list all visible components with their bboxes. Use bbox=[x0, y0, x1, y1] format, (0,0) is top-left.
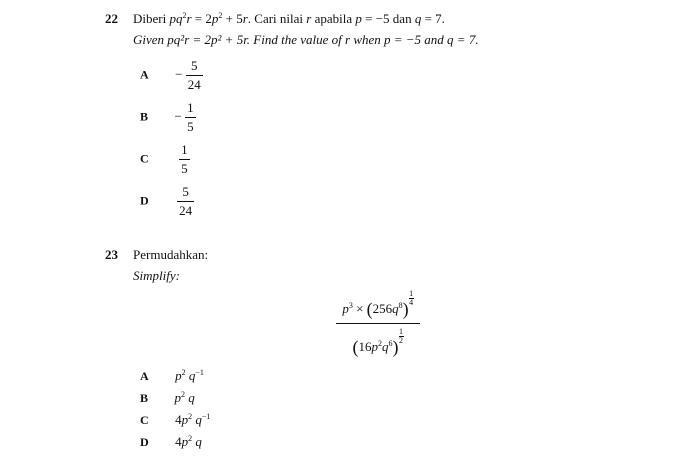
option-var-q: q bbox=[195, 412, 202, 427]
option-label: C bbox=[140, 151, 149, 166]
q23-malay-text: Permudahkan: bbox=[133, 247, 209, 262]
option-label: C bbox=[140, 413, 149, 427]
expr-paren: ) bbox=[402, 299, 409, 319]
option-var-p: p bbox=[175, 368, 182, 383]
exponent-denominator: 2 bbox=[399, 336, 403, 345]
option-var-p: p bbox=[174, 390, 182, 405]
fraction-numerator: 1 bbox=[181, 142, 188, 157]
q22-exp: 2 bbox=[218, 11, 223, 20]
fraction-bar bbox=[177, 201, 194, 202]
q22-option-d[interactable] bbox=[140, 184, 194, 219]
q22-var: p bbox=[211, 11, 219, 26]
option-fraction bbox=[179, 142, 190, 177]
option-exp: 2 bbox=[181, 368, 186, 377]
q23-option-a[interactable] bbox=[140, 368, 204, 384]
q23-option-c[interactable] bbox=[140, 412, 210, 428]
expr-var: p bbox=[342, 301, 349, 316]
fraction-bar bbox=[179, 159, 190, 160]
q22-option-a[interactable] bbox=[140, 58, 203, 93]
expr-var: q bbox=[382, 339, 389, 354]
option-var-p: p bbox=[181, 412, 189, 427]
fraction-denominator: 24 bbox=[187, 77, 201, 92]
option-coef: 4 bbox=[175, 412, 182, 427]
expr-var: q bbox=[392, 301, 399, 316]
option-exp: −1 bbox=[201, 412, 211, 421]
exponent-numerator: 1 bbox=[409, 289, 414, 298]
q22-var: r bbox=[242, 11, 248, 26]
exponent-denominator: 4 bbox=[409, 298, 414, 307]
fraction-numerator: 5 bbox=[182, 184, 189, 199]
option-label: D bbox=[140, 435, 149, 449]
q22-option-b[interactable] bbox=[140, 100, 196, 135]
fraction-denominator: 24 bbox=[179, 203, 193, 218]
option-sign: − bbox=[174, 108, 182, 124]
q22-var: r bbox=[306, 11, 312, 26]
option-sign: − bbox=[175, 66, 183, 82]
option-coef: 4 bbox=[175, 434, 182, 449]
fraction-denominator: 5 bbox=[181, 161, 188, 176]
fraction-bar bbox=[185, 117, 196, 118]
q22-malay-part: . Cari nilai bbox=[247, 11, 307, 26]
fraction-numerator: 1 bbox=[187, 100, 194, 115]
q22-malay-part: = −5 dan bbox=[361, 11, 415, 26]
option-label: A bbox=[140, 369, 149, 383]
option-label: A bbox=[140, 67, 149, 82]
option-var-p: p bbox=[181, 434, 189, 449]
q22-malay-part: + 5 bbox=[222, 11, 243, 26]
q22-number: 22 bbox=[105, 11, 118, 26]
expr-coef: 256 bbox=[372, 301, 393, 316]
q22-var: q bbox=[414, 11, 422, 26]
expr-paren: ( bbox=[366, 299, 373, 319]
q22-english-text: Given pq²r = 2p² + 5r. Find the value of r when p = −5 and q = 7. bbox=[133, 32, 479, 47]
option-var-q: q bbox=[188, 390, 195, 405]
exponent-numerator: 1 bbox=[399, 327, 403, 336]
q22-exp: 2 bbox=[182, 11, 187, 20]
q23-number: 23 bbox=[105, 247, 118, 262]
option-label: B bbox=[140, 109, 149, 124]
expression-fraction-bar bbox=[336, 323, 420, 324]
q22-var: pq bbox=[169, 11, 183, 26]
option-var-q: q bbox=[188, 368, 196, 383]
expr-exp: 6 bbox=[388, 339, 393, 348]
expression-denominator bbox=[336, 328, 420, 358]
fraction-numerator: 5 bbox=[191, 58, 198, 73]
q22-var: r bbox=[186, 11, 192, 26]
expr-var: p bbox=[371, 339, 378, 354]
expr-paren: ) bbox=[392, 337, 399, 357]
q22-malay-text bbox=[133, 11, 445, 27]
expression-numerator bbox=[336, 290, 420, 320]
option-label: D bbox=[140, 193, 149, 208]
q22-var: p bbox=[355, 11, 362, 26]
expr-exp: 3 bbox=[348, 301, 353, 310]
q22-malay-part: Diberi bbox=[133, 11, 170, 26]
q22-malay-part: = 2 bbox=[191, 11, 212, 26]
expr-den-exponent bbox=[399, 328, 404, 345]
option-fraction bbox=[177, 184, 194, 219]
q23-option-d[interactable] bbox=[140, 434, 202, 450]
fraction-denominator: 5 bbox=[187, 119, 194, 134]
q23-option-b[interactable] bbox=[140, 390, 195, 406]
q23-expression bbox=[336, 290, 420, 358]
option-exp: 2 bbox=[181, 390, 186, 399]
q22-malay-part: = 7. bbox=[421, 11, 445, 26]
option-exp: 2 bbox=[188, 412, 193, 421]
option-label: B bbox=[140, 391, 149, 405]
expr-exp: 8 bbox=[398, 301, 403, 310]
q22-malay-part: apabila bbox=[311, 11, 356, 26]
expr-outer-exponent bbox=[409, 290, 414, 307]
option-fraction bbox=[185, 100, 196, 135]
expr-exp: 2 bbox=[378, 339, 382, 348]
option-exp: −1 bbox=[195, 368, 204, 377]
q23-english-text: Simplify: bbox=[133, 268, 180, 283]
fraction-bar bbox=[186, 75, 203, 76]
expr-paren: ( bbox=[352, 337, 359, 357]
expr-times: × bbox=[352, 301, 367, 316]
q22-option-c[interactable] bbox=[140, 142, 190, 177]
option-var-q: q bbox=[195, 434, 202, 449]
option-fraction bbox=[186, 58, 203, 93]
option-exp: 2 bbox=[188, 434, 193, 443]
expr-coef: 16 bbox=[358, 339, 372, 354]
